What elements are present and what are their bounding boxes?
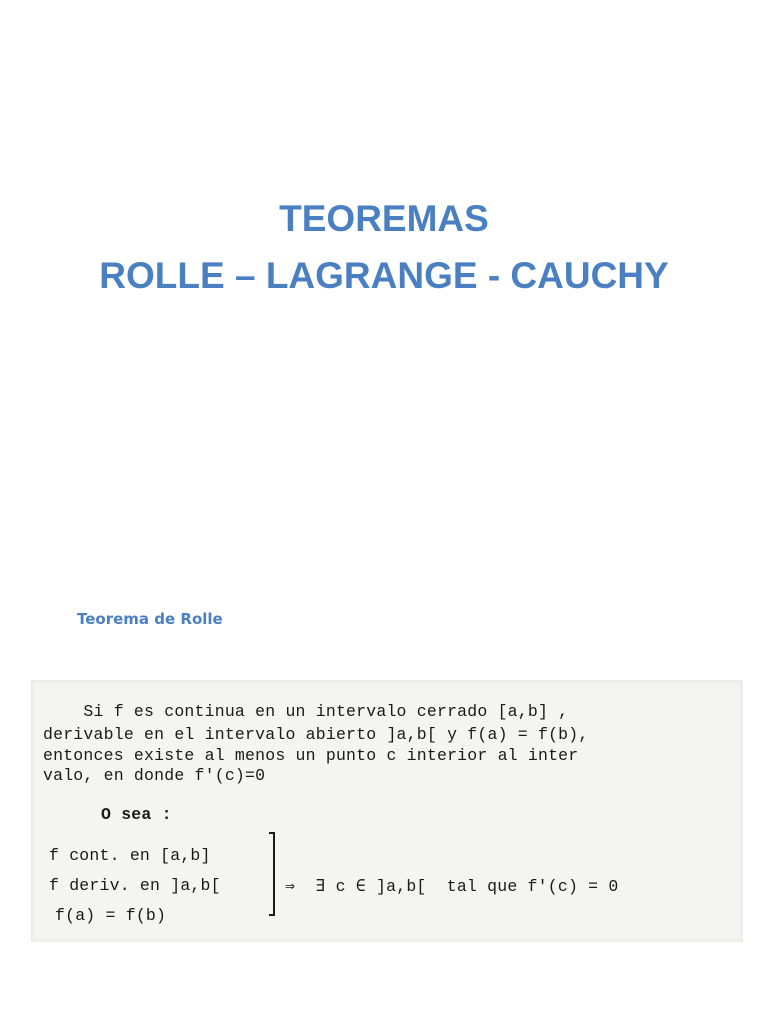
section-heading: Teorema de Rolle bbox=[77, 610, 223, 628]
o-sea-label: O sea : bbox=[101, 805, 172, 824]
paragraph-line-4: valo, en donde f'(c)=0 bbox=[43, 766, 266, 785]
title-line-1: TEOREMAS bbox=[279, 198, 489, 239]
paragraph-line-2: derivable en el intervalo abierto ]a,b[ y f(a) = f(b), bbox=[43, 725, 589, 744]
paragraph-line-3: entonces existe al menos un punto c interior al inter bbox=[43, 746, 579, 765]
scanned-theorem-image bbox=[31, 680, 743, 942]
paragraph-line-1: Si f es continua en un intervalo cerrado [a,b] , bbox=[43, 702, 569, 721]
condition-continuous: f cont. en [a,b] bbox=[49, 846, 211, 865]
title-line-2: ROLLE – LAGRANGE - CAUCHY bbox=[99, 255, 669, 296]
right-brace bbox=[265, 832, 275, 916]
condition-derivable: f deriv. en ]a,b[ bbox=[49, 876, 221, 895]
condition-equal-endpoints: f(a) = f(b) bbox=[55, 906, 167, 925]
conclusion-statement: ⇒ ∃ c ∈ ]a,b[ tal que f'(c) = 0 bbox=[285, 877, 619, 896]
